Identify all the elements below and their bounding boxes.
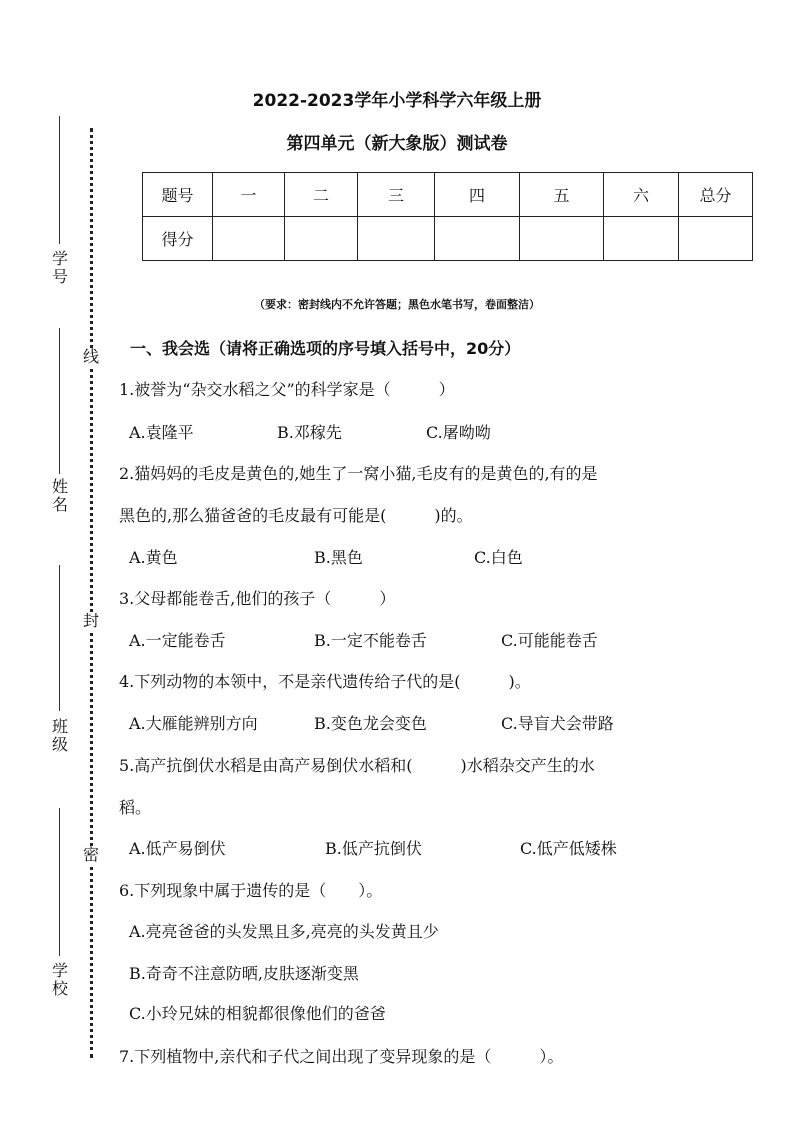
q6-option-b: B.奇奇不注意防晒,皮肤逐渐变黑: [129, 964, 359, 983]
student-id-label: 学号: [52, 249, 69, 286]
question-2-text-cont: 黑色的,那么猫爸爸的毛皮最有可能是( )的。: [119, 506, 473, 525]
class-label: 班级: [52, 717, 69, 754]
school-line: [59, 808, 60, 956]
score-cell-header: 四: [435, 173, 520, 217]
q6-option-c: C.小玲兄妹的相貌都很像他们的爸爸: [129, 1004, 386, 1023]
score-cell-blank[interactable]: [285, 217, 358, 261]
score-cell-blank[interactable]: [604, 217, 679, 261]
score-cell-blank[interactable]: [435, 217, 520, 261]
score-cell-header: 总分: [679, 173, 753, 217]
q3-option-b: B.一定不能卷舌: [314, 631, 427, 650]
score-table-score-row: [143, 217, 753, 261]
section-heading: 一、我会选（请将正确选项的序号填入括号中，20分）: [130, 339, 521, 358]
q4-option-a: A.大雁能辨别方向: [129, 714, 258, 733]
question-5-text-cont: 稻。: [119, 798, 152, 817]
question-6-text: 6.下列现象中属于遗传的是（ ）。: [119, 881, 383, 900]
score-cell-header: 题号: [143, 173, 213, 217]
score-cell-blank[interactable]: [679, 217, 753, 261]
q3-option-a: A.一定能卷舌: [129, 631, 226, 650]
q1-option-b: B.邓稼先: [277, 423, 342, 442]
score-cell-header: 二: [285, 173, 358, 217]
q5-option-b: B.低产抗倒伏: [325, 839, 422, 858]
q5-option-c: C.低产低矮株: [520, 839, 617, 858]
name-line: [59, 328, 60, 474]
score-table-header-row: [143, 173, 753, 217]
name-label: 姓名: [52, 477, 69, 514]
q6-option-a: A.亮亮爸爸的头发黑且多,亮亮的头发黄且少: [129, 922, 439, 941]
score-cell-header: 一: [213, 173, 285, 217]
score-cell-header: 五: [520, 173, 604, 217]
question-3-text: 3.父母都能卷舌,他们的孩子（ ）: [119, 589, 396, 608]
question-5-text: 5.高产抗倒伏水稻是由高产易倒伏水稻和( )水稻杂交产生的水: [119, 756, 595, 775]
question-1-text: 1.被誉为“杂交水稻之父”的科学家是（ ）: [119, 380, 455, 399]
seal-char-feng: 封: [82, 611, 99, 630]
score-cell-blank[interactable]: [213, 217, 285, 261]
q3-option-c: C.可能能卷舌: [501, 631, 598, 650]
school-label: 学校: [52, 961, 69, 998]
q4-option-b: B.变色龙会变色: [314, 714, 427, 733]
q1-option-a: A.袁隆平: [129, 423, 194, 442]
q5-option-a: A.低产易倒伏: [129, 839, 226, 858]
score-cell-blank[interactable]: [358, 217, 435, 261]
question-4-text: 4.下列动物的本领中，不是亲代遗传给子代的是( )。: [119, 672, 531, 691]
q2-option-a: A.黄色: [129, 548, 178, 567]
score-row-label: 得分: [143, 217, 213, 261]
seal-char-xian: 线: [82, 347, 99, 366]
exam-requirement: （要求：密封线内不允许答题；黑色水笔书写，卷面整洁）: [254, 298, 540, 311]
page-subtitle: 第四单元（新大象版）测试卷: [286, 134, 508, 154]
q2-option-b: B.黑色: [314, 548, 363, 567]
score-cell-blank[interactable]: [520, 217, 604, 261]
score-table: [142, 172, 753, 261]
q4-option-c: C.导盲犬会带路: [501, 714, 614, 733]
q1-option-c: C.屠呦呦: [426, 423, 491, 442]
question-2-text: 2.猫妈妈的毛皮是黄色的,她生了一窝小猫,毛皮有的是黄色的,有的是: [119, 464, 598, 483]
seal-dotted-line: [90, 128, 93, 1058]
q2-option-c: C.白色: [474, 548, 523, 567]
page-title: 2022-2023学年小学科学六年级上册: [252, 91, 542, 111]
question-7-text: 7.下列植物中,亲代和子代之间出现了变异现象的是（ ）。: [119, 1047, 564, 1066]
score-cell-header: 三: [358, 173, 435, 217]
seal-char-mi: 密: [82, 845, 99, 864]
class-line: [59, 565, 60, 711]
score-cell-header: 六: [604, 173, 679, 217]
